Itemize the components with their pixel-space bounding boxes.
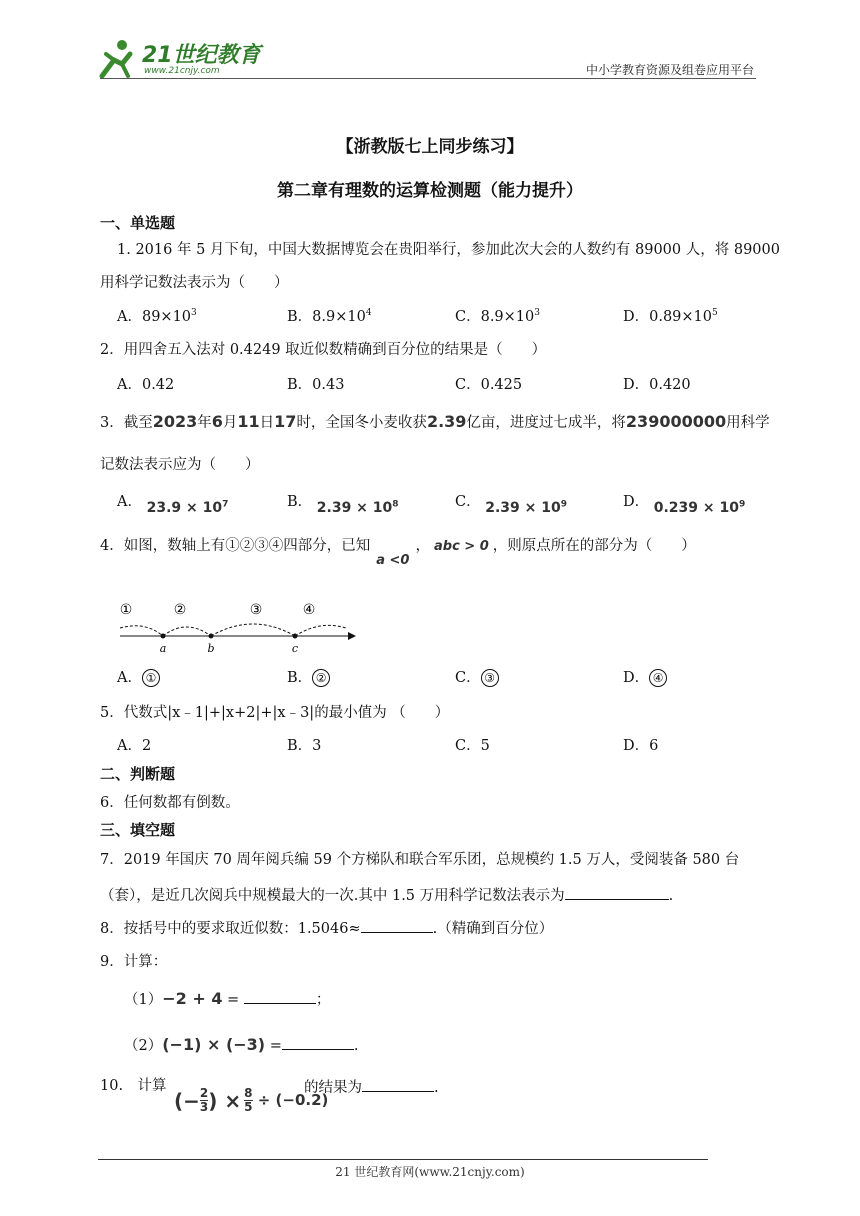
q1-option-a[interactable]: A．$89\times 10^3$ bbox=[117, 308, 197, 325]
q5-option-c[interactable]: C．5 bbox=[455, 738, 490, 754]
q5-option-d[interactable]: D．6 bbox=[623, 738, 659, 754]
q9-sub1: （1）−2 + 4 = ； bbox=[124, 989, 331, 1008]
q3-line2: 记数法表示应为（ ） bbox=[100, 457, 260, 473]
platform-name: 中小学教育资源及组卷应用平台 bbox=[585, 63, 754, 77]
logo-url: www.21cnjy.com bbox=[144, 66, 220, 76]
section-heading-single-choice: 一、单选题 bbox=[100, 214, 176, 232]
point-c-label: c bbox=[291, 642, 299, 655]
q5-text: 5．代数式|x﹣1|+|x+2|+|x﹣3|的最小值为 （ ） bbox=[100, 705, 450, 721]
q10-text: 的结果为 . bbox=[304, 1076, 439, 1098]
q9-sub1-answer-blank[interactable] bbox=[244, 988, 316, 1004]
region-2-label: ② bbox=[173, 602, 187, 618]
q4-option-a[interactable]: A． ① bbox=[117, 668, 160, 688]
point-b bbox=[209, 634, 214, 639]
footer-rule bbox=[98, 1159, 708, 1160]
q10-expression: (− $\frac{2}{3}$ ) × $\frac{8}{5}$ ÷ (−0.2) bbox=[174, 1086, 329, 1114]
title-main: 第二章有理数的运算检测题（能力提升） bbox=[277, 181, 583, 201]
q7-answer-blank[interactable] bbox=[565, 884, 669, 900]
q4-option-c[interactable]: C． ③ bbox=[455, 668, 499, 688]
q1-option-b[interactable]: B．$8.9\times 10^4$ bbox=[287, 308, 372, 325]
q7-line2: （套），是近几次阅兵中规模最大的一次.其中 1.5 万用科学记数法表示为 . bbox=[100, 884, 673, 906]
header-rule bbox=[100, 78, 756, 79]
q4-option-b[interactable]: B． ② bbox=[287, 668, 330, 688]
q10-label: 10. 计算 bbox=[100, 1078, 167, 1094]
q9-sub2-answer-blank[interactable] bbox=[282, 1034, 354, 1050]
section-heading-fill-blank: 三、填空题 bbox=[100, 821, 176, 839]
q5-option-a[interactable]: A．2 bbox=[117, 738, 152, 754]
q7-line1: 7．2019 年国庆 70 周年阅兵编 59 个方梯队和联合军乐团，总规模约 1.5 万人，受阅装备 580 台 bbox=[100, 852, 740, 868]
q3-option-a[interactable]: A． $23.9 \times 10^7$ bbox=[117, 494, 229, 516]
q8-answer-blank[interactable] bbox=[361, 917, 433, 933]
region-1-label: ① bbox=[119, 602, 133, 618]
q2-option-d[interactable]: D．0.420 bbox=[623, 377, 691, 393]
q2-text: 2．用四舍五入法对 0.4249 取近似数精确到百分位的结果是（ ） bbox=[100, 342, 547, 358]
region-3-label: ③ bbox=[249, 602, 263, 618]
site-logo bbox=[92, 36, 262, 80]
q3-option-c[interactable]: C． $2.39 \times 10^9$ bbox=[455, 494, 567, 516]
q4-option-d[interactable]: D． ④ bbox=[623, 668, 667, 688]
q3-option-d[interactable]: D． $0.239 \times 10^9$ bbox=[623, 494, 746, 516]
q2-option-b[interactable]: B．0.43 bbox=[287, 377, 345, 393]
region-4-label: ④ bbox=[302, 602, 316, 618]
section-heading-true-false: 二、判断题 bbox=[100, 765, 176, 783]
q1-line1: 1. 2016 年 5 月下旬，中国大数据博览会在贵阳举行，参加此次大会的人数约有 89000 人，将 89000 bbox=[117, 242, 780, 258]
q3-option-b[interactable]: B． $2.39 \times 10^8$ bbox=[287, 494, 399, 516]
axis-arrow-icon bbox=[348, 632, 356, 640]
q10-answer-blank[interactable] bbox=[362, 1076, 434, 1092]
q1-line2: 用科学记数法表示为（ ） bbox=[100, 275, 289, 291]
q5-option-b[interactable]: B．3 bbox=[287, 738, 322, 754]
point-a bbox=[161, 634, 166, 639]
point-b-label: b bbox=[207, 642, 215, 655]
point-c bbox=[293, 634, 298, 639]
q2-option-a[interactable]: A．0.42 bbox=[117, 377, 175, 393]
title-series: 【浙教版七上同步练习】 bbox=[336, 137, 524, 157]
q8-text: 8．按括号中的要求取近似数：1.5046≈ .（精确到百分位） bbox=[100, 917, 553, 939]
q6-text: 6．任何数都有倒数。 bbox=[100, 795, 240, 811]
q9-text: 9．计算： bbox=[100, 954, 168, 970]
q9-sub2: （2）(−1) × (−3) = . bbox=[124, 1035, 359, 1054]
runner-logo-icon bbox=[92, 36, 142, 80]
logo-text: 21世纪教育 bbox=[142, 43, 261, 68]
number-line-diagram bbox=[110, 596, 360, 660]
q2-option-c[interactable]: C．0.425 bbox=[455, 377, 523, 393]
q1-option-d[interactable]: D．$0.89\times 10^5$ bbox=[623, 308, 718, 325]
q3-line1: 3．截至2023年6月11日17时，全国冬小麦收获2.39亿亩，进度过七成半，将239000000用科学 bbox=[100, 412, 770, 431]
point-a-label: a bbox=[159, 642, 167, 655]
q4-text: 4．如图，数轴上有①②③④四部分，已知a <0， abc > 0 ，则原点所在的部分为（ ） bbox=[100, 538, 696, 568]
footer-text: 21 世纪教育网(www.21cnjy.com) bbox=[335, 1165, 525, 1179]
q1-option-c[interactable]: C．$8.9\times 10^3$ bbox=[455, 308, 540, 325]
